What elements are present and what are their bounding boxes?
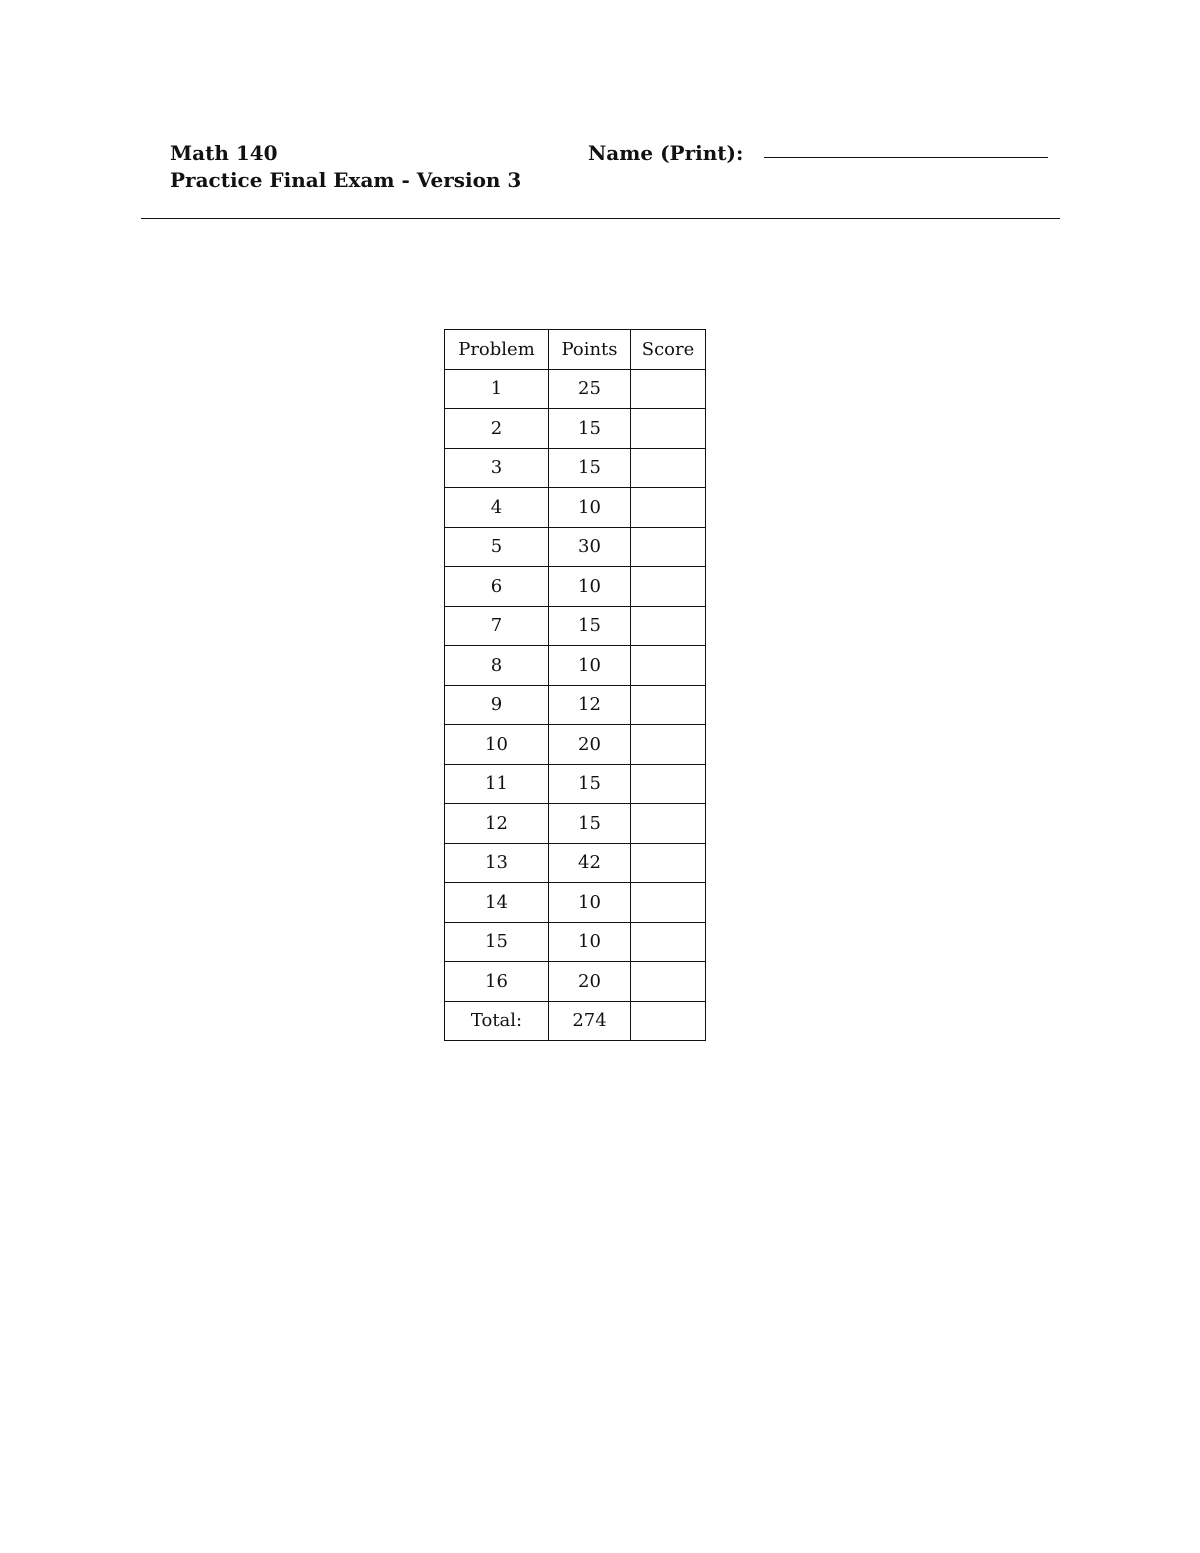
points-cell: 15 [549,448,631,488]
problem-cell: 8 [445,646,549,686]
table-row [445,606,706,646]
name-field [588,140,1048,167]
table-header-row [445,330,706,370]
points-cell: 10 [549,883,631,923]
points-cell: 42 [549,843,631,883]
problem-cell: 4 [445,488,549,528]
problem-cell: 7 [445,606,549,646]
problem-cell: 13 [445,843,549,883]
score-cell [631,922,706,962]
score-cell [631,685,706,725]
table-row [445,409,706,449]
table-row [445,527,706,567]
score-cell [631,409,706,449]
problem-cell: 14 [445,883,549,923]
score-cell [631,369,706,409]
table-row [445,764,706,804]
table-row [445,922,706,962]
header-points: Points [549,330,631,370]
score-cell [631,606,706,646]
points-cell: 30 [549,527,631,567]
table-row [445,962,706,1002]
problem-cell: 6 [445,567,549,607]
table-row [445,567,706,607]
score-cell [631,725,706,765]
points-cell: 15 [549,606,631,646]
problem-cell: 3 [445,448,549,488]
table-row [445,804,706,844]
problem-cell: 1 [445,369,549,409]
points-cell: 25 [549,369,631,409]
exam-header [170,140,521,194]
problem-cell: 16 [445,962,549,1002]
table-row [445,843,706,883]
problem-cell: 9 [445,685,549,725]
table-row [445,646,706,686]
total-points: 274 [549,1001,631,1041]
table-row [445,369,706,409]
problem-cell: 10 [445,725,549,765]
points-cell: 10 [549,922,631,962]
points-cell: 20 [549,725,631,765]
score-cell [631,883,706,923]
course-title: Math 140 [170,141,278,165]
problem-cell: 5 [445,527,549,567]
table-row [445,725,706,765]
problem-cell: 15 [445,922,549,962]
total-row [445,1001,706,1041]
points-cell: 20 [549,962,631,1002]
score-cell [631,646,706,686]
points-cell: 10 [549,488,631,528]
total-label: Total: [445,1001,549,1041]
header-divider [141,218,1060,219]
score-cell [631,448,706,488]
score-cell [631,804,706,844]
score-cell [631,488,706,528]
points-cell: 15 [549,764,631,804]
name-label: Name (Print): [588,141,744,165]
score-table [444,329,706,1041]
points-cell: 15 [549,804,631,844]
table-row [445,685,706,725]
table-row [445,488,706,528]
score-cell [631,527,706,567]
total-score-cell [631,1001,706,1041]
score-rows [445,369,706,1041]
points-cell: 15 [549,409,631,449]
points-cell: 10 [549,646,631,686]
table-row [445,448,706,488]
score-cell [631,764,706,804]
problem-cell: 11 [445,764,549,804]
score-cell [631,567,706,607]
problem-cell: 12 [445,804,549,844]
score-cell [631,843,706,883]
header-problem: Problem [445,330,549,370]
exam-title: Practice Final Exam - Version 3 [170,168,522,192]
name-blank-line [764,157,1048,158]
table-row [445,883,706,923]
problem-cell: 2 [445,409,549,449]
header-score: Score [631,330,706,370]
points-cell: 10 [549,567,631,607]
score-cell [631,962,706,1002]
points-cell: 12 [549,685,631,725]
